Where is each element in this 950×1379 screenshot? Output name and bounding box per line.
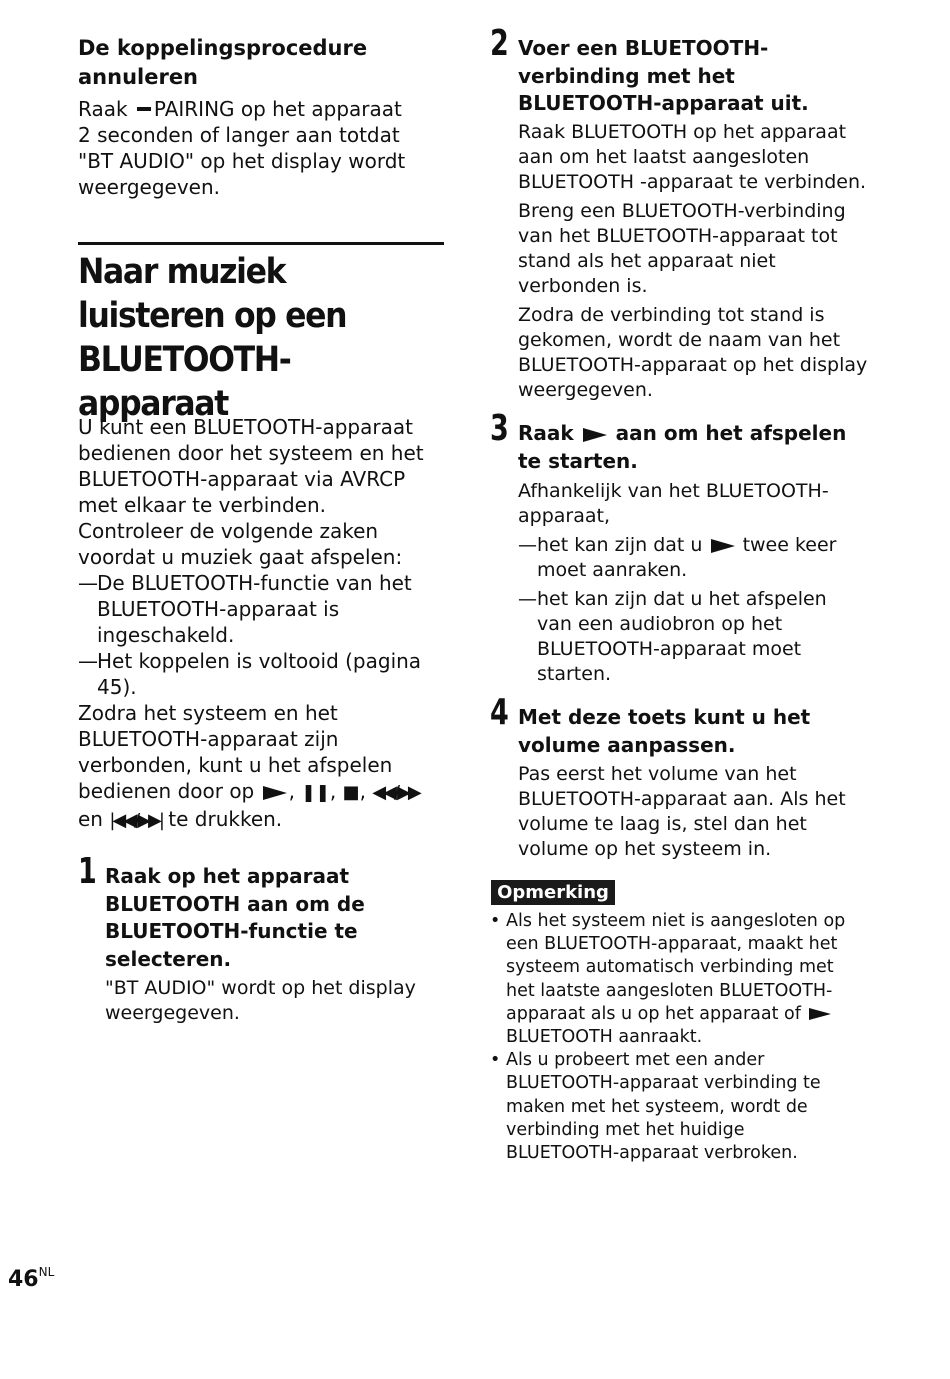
control-text-and: en <box>78 807 103 831</box>
dash-item-text: twee keer moet aanraken. <box>537 534 837 581</box>
cancel-text-rest: PAIRING op het apparaat 2 seconden of langer aan totdat "BT AUDIO" op het display wordt weergegeven. <box>78 97 406 199</box>
step-2-paragraph: Zodra de verbinding tot stand is gekomen, wordt de naam van het BLUETOOTH-apparaat op het display weergegeven. <box>518 304 868 401</box>
stop-icon: ■ <box>342 782 360 803</box>
step-4-number: 4 <box>490 692 509 733</box>
section-title: Naar muziek luisteren op een BLUETOOTH-apparaat <box>78 252 347 424</box>
note-text: BLUETOOTH aanraakt. <box>506 1027 703 1048</box>
step-4-title: Met deze toets kunt u het volume aanpassen. <box>518 705 811 757</box>
section-divider <box>78 242 444 245</box>
bullet-mark: • <box>490 1050 501 1071</box>
page-number-value: 46 <box>8 1267 39 1292</box>
step-1-title: Raak op het apparaat BLUETOOTH aan om de BLUETOOTH-functie te selecteren. <box>105 864 365 971</box>
step-3-paragraph: Afhankelijk van het BLUETOOTH-apparaat, <box>518 480 829 527</box>
dash-item-text: De BLUETOOTH-functie van het BLUETOOTH-apparaat is ingeschakeld. <box>97 571 412 647</box>
step-3-title <box>518 420 868 475</box>
pause-icon: ❚❚ <box>301 783 330 803</box>
note-item <box>490 910 860 1049</box>
note-text: Als u probeert met een ander BLUETOOTH-apparaat verbinding te maken met het systeem, wordt de verbinding met het huidige BLUETOOTH-apparaat verbroken. <box>506 1050 821 1164</box>
dash-mark: — <box>78 571 98 595</box>
dash-item <box>78 570 438 648</box>
previous-next-icon: |◀◀/▶▶| <box>109 810 162 831</box>
step-4-body: Pas eerst het volume van het BLUETOOTH-apparaat aan. Als het volume te laag is, stel dan het volume op het systeem in. <box>518 763 846 860</box>
step-2-paragraph: Breng een BLUETOOTH-verbinding van het BLUETOOTH-apparaat tot stand als het apparaat niet verbonden is. <box>518 200 846 297</box>
step-3-number: 3 <box>490 408 509 449</box>
dash-item <box>518 587 863 687</box>
dash-mark: — <box>518 588 537 610</box>
control-text-start: Zodra het systeem en het BLUETOOTH-apparaat zijn verbonden, kunt u het afspelen bedienen door op <box>78 701 393 803</box>
dash-item-text: het kan zijn dat u het afspelen van een audiobron op het BLUETOOTH-apparaat moet starten. <box>537 588 827 685</box>
cancel-pairing-heading: De koppelingsprocedure annuleren <box>78 36 368 89</box>
dash-item-text: het kan zijn dat u <box>537 534 703 556</box>
intro-paragraph: U kunt een BLUETOOTH-apparaat bedienen door het systeem en het BLUETOOTH-apparaat via AVRCP met elkaar te verbinden. <box>78 415 424 517</box>
step-2-number: 2 <box>490 23 509 64</box>
dash-mark: — <box>78 649 98 673</box>
control-text-end: te drukken. <box>168 807 283 831</box>
note-item <box>490 1049 860 1165</box>
cancel-pairing-text <box>78 96 418 200</box>
minus-icon <box>137 107 151 111</box>
dash-item <box>78 648 438 700</box>
play-icon <box>711 539 735 553</box>
step-1-body: "BT AUDIO" wordt op het display weergegeven. <box>105 977 416 1024</box>
dash-item-text: Het koppelen is voltooid (pagina 45). <box>97 649 422 699</box>
step-2-title: Voer een BLUETOOTH-verbinding met het BLUETOOTH-apparaat uit. <box>518 36 809 115</box>
play-icon <box>809 1008 831 1020</box>
page-number <box>8 1265 54 1292</box>
check-paragraph: Controleer de volgende zaken voordat u muziek gaat afspelen: <box>78 519 403 569</box>
step-3-title-start: Raak <box>518 421 574 445</box>
control-paragraph: Zodra het systeem en het BLUETOOTH-apparaat zijn verbonden, kunt u het afspelen bedienen door op , ❚❚, ■, ◀◀/▶▶ en |◀◀/▶▶| te drukken. <box>78 701 419 831</box>
dash-item <box>518 533 863 583</box>
note-list <box>490 910 860 1165</box>
dash-mark: — <box>518 534 537 556</box>
cancel-text-start: Raak <box>78 97 128 121</box>
intro-block <box>78 414 438 834</box>
step-2-body <box>518 120 868 403</box>
rewind-forward-icon: ◀◀/▶▶ <box>372 782 419 803</box>
step-1-number: 1 <box>78 851 97 892</box>
note-label: Opmerking <box>491 880 615 905</box>
step-3-title-end: aan om het afspelen te starten. <box>518 421 847 473</box>
step-2-paragraph: Raak BLUETOOTH op het apparaat aan om het laatst aangesloten BLUETOOTH -apparaat te verbinden. <box>518 121 867 193</box>
play-icon <box>263 786 287 800</box>
note-text: Als het systeem niet is aangesloten op een BLUETOOTH-apparaat, maakt het systeem automatisch verbinding met het laatste aangesloten BLUETOOTH-apparaat als u op het apparaat of <box>506 911 846 1024</box>
play-icon <box>583 428 607 442</box>
bullet-mark: • <box>490 911 501 931</box>
step-3-body <box>518 479 863 687</box>
page-language-suffix: NL <box>38 1265 55 1279</box>
